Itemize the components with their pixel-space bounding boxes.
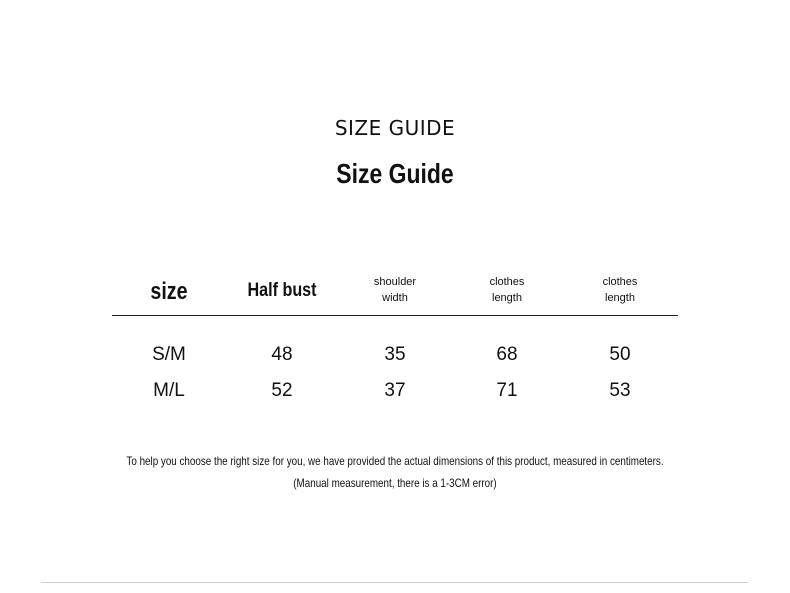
header-clothes-length-1-line1: clothes	[489, 276, 525, 288]
header-size: size	[150, 278, 188, 305]
measurement-note: To help you choose the right size for you, we have provided the actual dimensions of this product, measured in centimeters.	[126, 454, 664, 468]
page-title: SIZE GUIDE	[334, 116, 456, 140]
header-half-bust: Half bust	[247, 280, 317, 301]
cell-shoulder-width: 35	[384, 344, 406, 365]
header-shoulder-width-line2: width	[382, 292, 408, 304]
cell-half-bust: 52	[271, 380, 293, 401]
header-clothes-length-2-line2: length	[605, 292, 635, 304]
cell-clothes-length-1: 71	[496, 380, 518, 401]
cell-clothes-length-1: 68	[496, 344, 518, 365]
table-header-row	[112, 262, 678, 316]
table-row	[112, 336, 678, 372]
header-clothes-length-2-line1: clothes	[602, 276, 638, 288]
header-clothes-length-2	[564, 274, 677, 306]
cell-shoulder-width: 37	[384, 380, 406, 401]
size-table	[112, 262, 678, 408]
page-subtitle: Size Guide	[336, 158, 454, 189]
cell-clothes-length-2: 50	[609, 344, 631, 365]
table-row	[112, 372, 678, 408]
header-shoulder-width-line1: shoulder	[373, 276, 417, 288]
cell-clothes-length-2: 53	[609, 380, 631, 401]
bottom-divider	[41, 582, 748, 583]
cell-size: S/M	[152, 344, 186, 365]
cell-size: M/L	[153, 380, 185, 401]
measurement-error-note: (Manual measurement, there is a 1-3CM error)	[293, 476, 497, 490]
cell-half-bust: 48	[271, 344, 293, 365]
header-clothes-length-1-line2: length	[492, 292, 522, 304]
header-clothes-length-1	[451, 274, 564, 306]
header-shoulder-width	[339, 274, 452, 306]
